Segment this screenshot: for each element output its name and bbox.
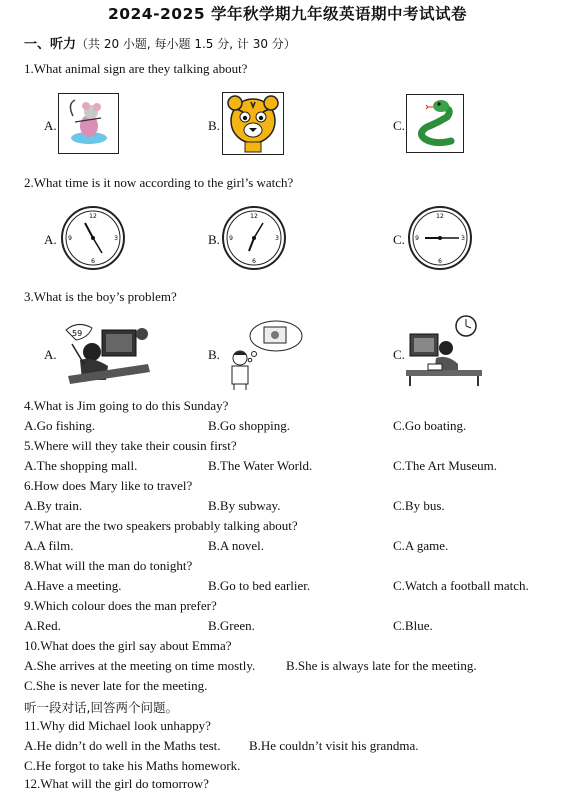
question-12-partial: 12.What will the girl do tomorrow?	[24, 776, 209, 791]
q6-option-b: B.By subway.	[208, 498, 281, 513]
question-11: 11.Why did Michael look unhappy?	[24, 718, 211, 733]
svg-text:3: 3	[275, 235, 279, 242]
clock-icon	[60, 205, 126, 276]
q3-option-c-label: C.	[393, 347, 405, 362]
q5-option-a: A.The shopping mall.	[24, 458, 138, 473]
svg-text:6: 6	[438, 258, 442, 265]
q1-option-b-label: B.	[208, 118, 220, 133]
q7-option-c: C.A game.	[393, 538, 449, 553]
q8-option-b: B.Go to bed earlier.	[208, 578, 311, 593]
svg-text:9: 9	[415, 235, 419, 242]
svg-text:3: 3	[461, 235, 465, 242]
q9-option-b: B.Green.	[208, 618, 255, 633]
exam-title: 2024-2025 学年秋学期九年级英语期中考试试卷	[107, 5, 468, 23]
svg-text:12: 12	[250, 213, 258, 220]
q2-option-c-label: C.	[393, 232, 405, 247]
svg-text:6: 6	[252, 258, 256, 265]
q3-option-b-label: B.	[208, 347, 220, 362]
q1-option-c-label: C.	[393, 118, 405, 133]
question-5: 5.Where will they take their cousin first?	[24, 438, 237, 453]
q2-option-a-label: A.	[44, 232, 57, 247]
q1-option-a-label: A.	[44, 118, 57, 133]
q8-option-c: C.Watch a football match.	[393, 578, 529, 593]
q2-option-b-label: B.	[208, 232, 220, 247]
q6-option-a: A.By train.	[24, 498, 83, 513]
q3-option-a-label: A.	[44, 347, 57, 362]
section-heading	[24, 33, 296, 52]
svg-text:9: 9	[68, 235, 72, 242]
question-8: 8.What will the man do tonight?	[24, 558, 193, 573]
section-note: （共 20 小题, 每小题 1.5 分, 计 30 分）	[76, 37, 296, 51]
q11-option-a: A.He didn’t do well in the Maths test.	[24, 738, 221, 753]
question-10: 10.What does the girl say about Emma?	[24, 638, 232, 653]
q7-option-a: A.A film.	[24, 538, 74, 553]
q7-option-b: B.A novel.	[208, 538, 264, 553]
q9-option-c: C.Blue.	[393, 618, 433, 633]
q10-option-a: A.She arrives at the meeting on time mostly.	[24, 658, 256, 673]
q4-option-a: A.Go fishing.	[24, 418, 96, 433]
svg-text:9: 9	[229, 235, 233, 242]
question-7: 7.What are the two speakers probably talking about?	[24, 518, 298, 533]
boy-on-computer-icon	[58, 320, 154, 391]
mouse-icon	[58, 93, 119, 154]
svg-text:59: 59	[72, 329, 83, 338]
q11-option-c: C.He forgot to take his Maths homework.	[24, 758, 241, 773]
svg-text:12: 12	[436, 213, 444, 220]
svg-text:3: 3	[114, 235, 118, 242]
boy-studying-icon	[404, 314, 486, 393]
q10-option-b: B.She is always late for the meeting.	[286, 658, 477, 673]
q6-option-c: C.By bus.	[393, 498, 445, 513]
q8-option-a: A.Have a meeting.	[24, 578, 122, 593]
question-6: 6.How does Mary like to travel?	[24, 478, 193, 493]
clock-icon	[407, 205, 473, 276]
tiger-icon	[222, 92, 284, 155]
boy-thinking-icon	[226, 318, 306, 395]
question-4: 4.What is Jim going to do this Sunday?	[24, 398, 229, 413]
question-3: 3.What is the boy’s problem?	[24, 289, 177, 304]
q5-option-b: B.The Water World.	[208, 458, 313, 473]
q10-option-c: C.She is never late for the meeting.	[24, 678, 208, 693]
q11-option-b: B.He couldn’t visit his grandma.	[249, 738, 419, 753]
q4-option-c: C.Go boating.	[393, 418, 467, 433]
clock-icon	[221, 205, 287, 276]
listening-instruction: 听一段对话,回答两个问题。	[24, 700, 178, 715]
snake-icon	[406, 94, 464, 153]
question-1: 1.What animal sign are they talking about?	[24, 61, 248, 76]
svg-text:6: 6	[91, 258, 95, 265]
question-9: 9.Which colour does the man prefer?	[24, 598, 217, 613]
section-title: 一、听力	[24, 37, 77, 52]
q9-option-a: A.Red.	[24, 618, 61, 633]
svg-text:12: 12	[89, 213, 97, 220]
q5-option-c: C.The Art Museum.	[393, 458, 497, 473]
q4-option-b: B.Go shopping.	[208, 418, 290, 433]
question-2: 2.What time is it now according to the girl’s watch?	[24, 175, 294, 190]
